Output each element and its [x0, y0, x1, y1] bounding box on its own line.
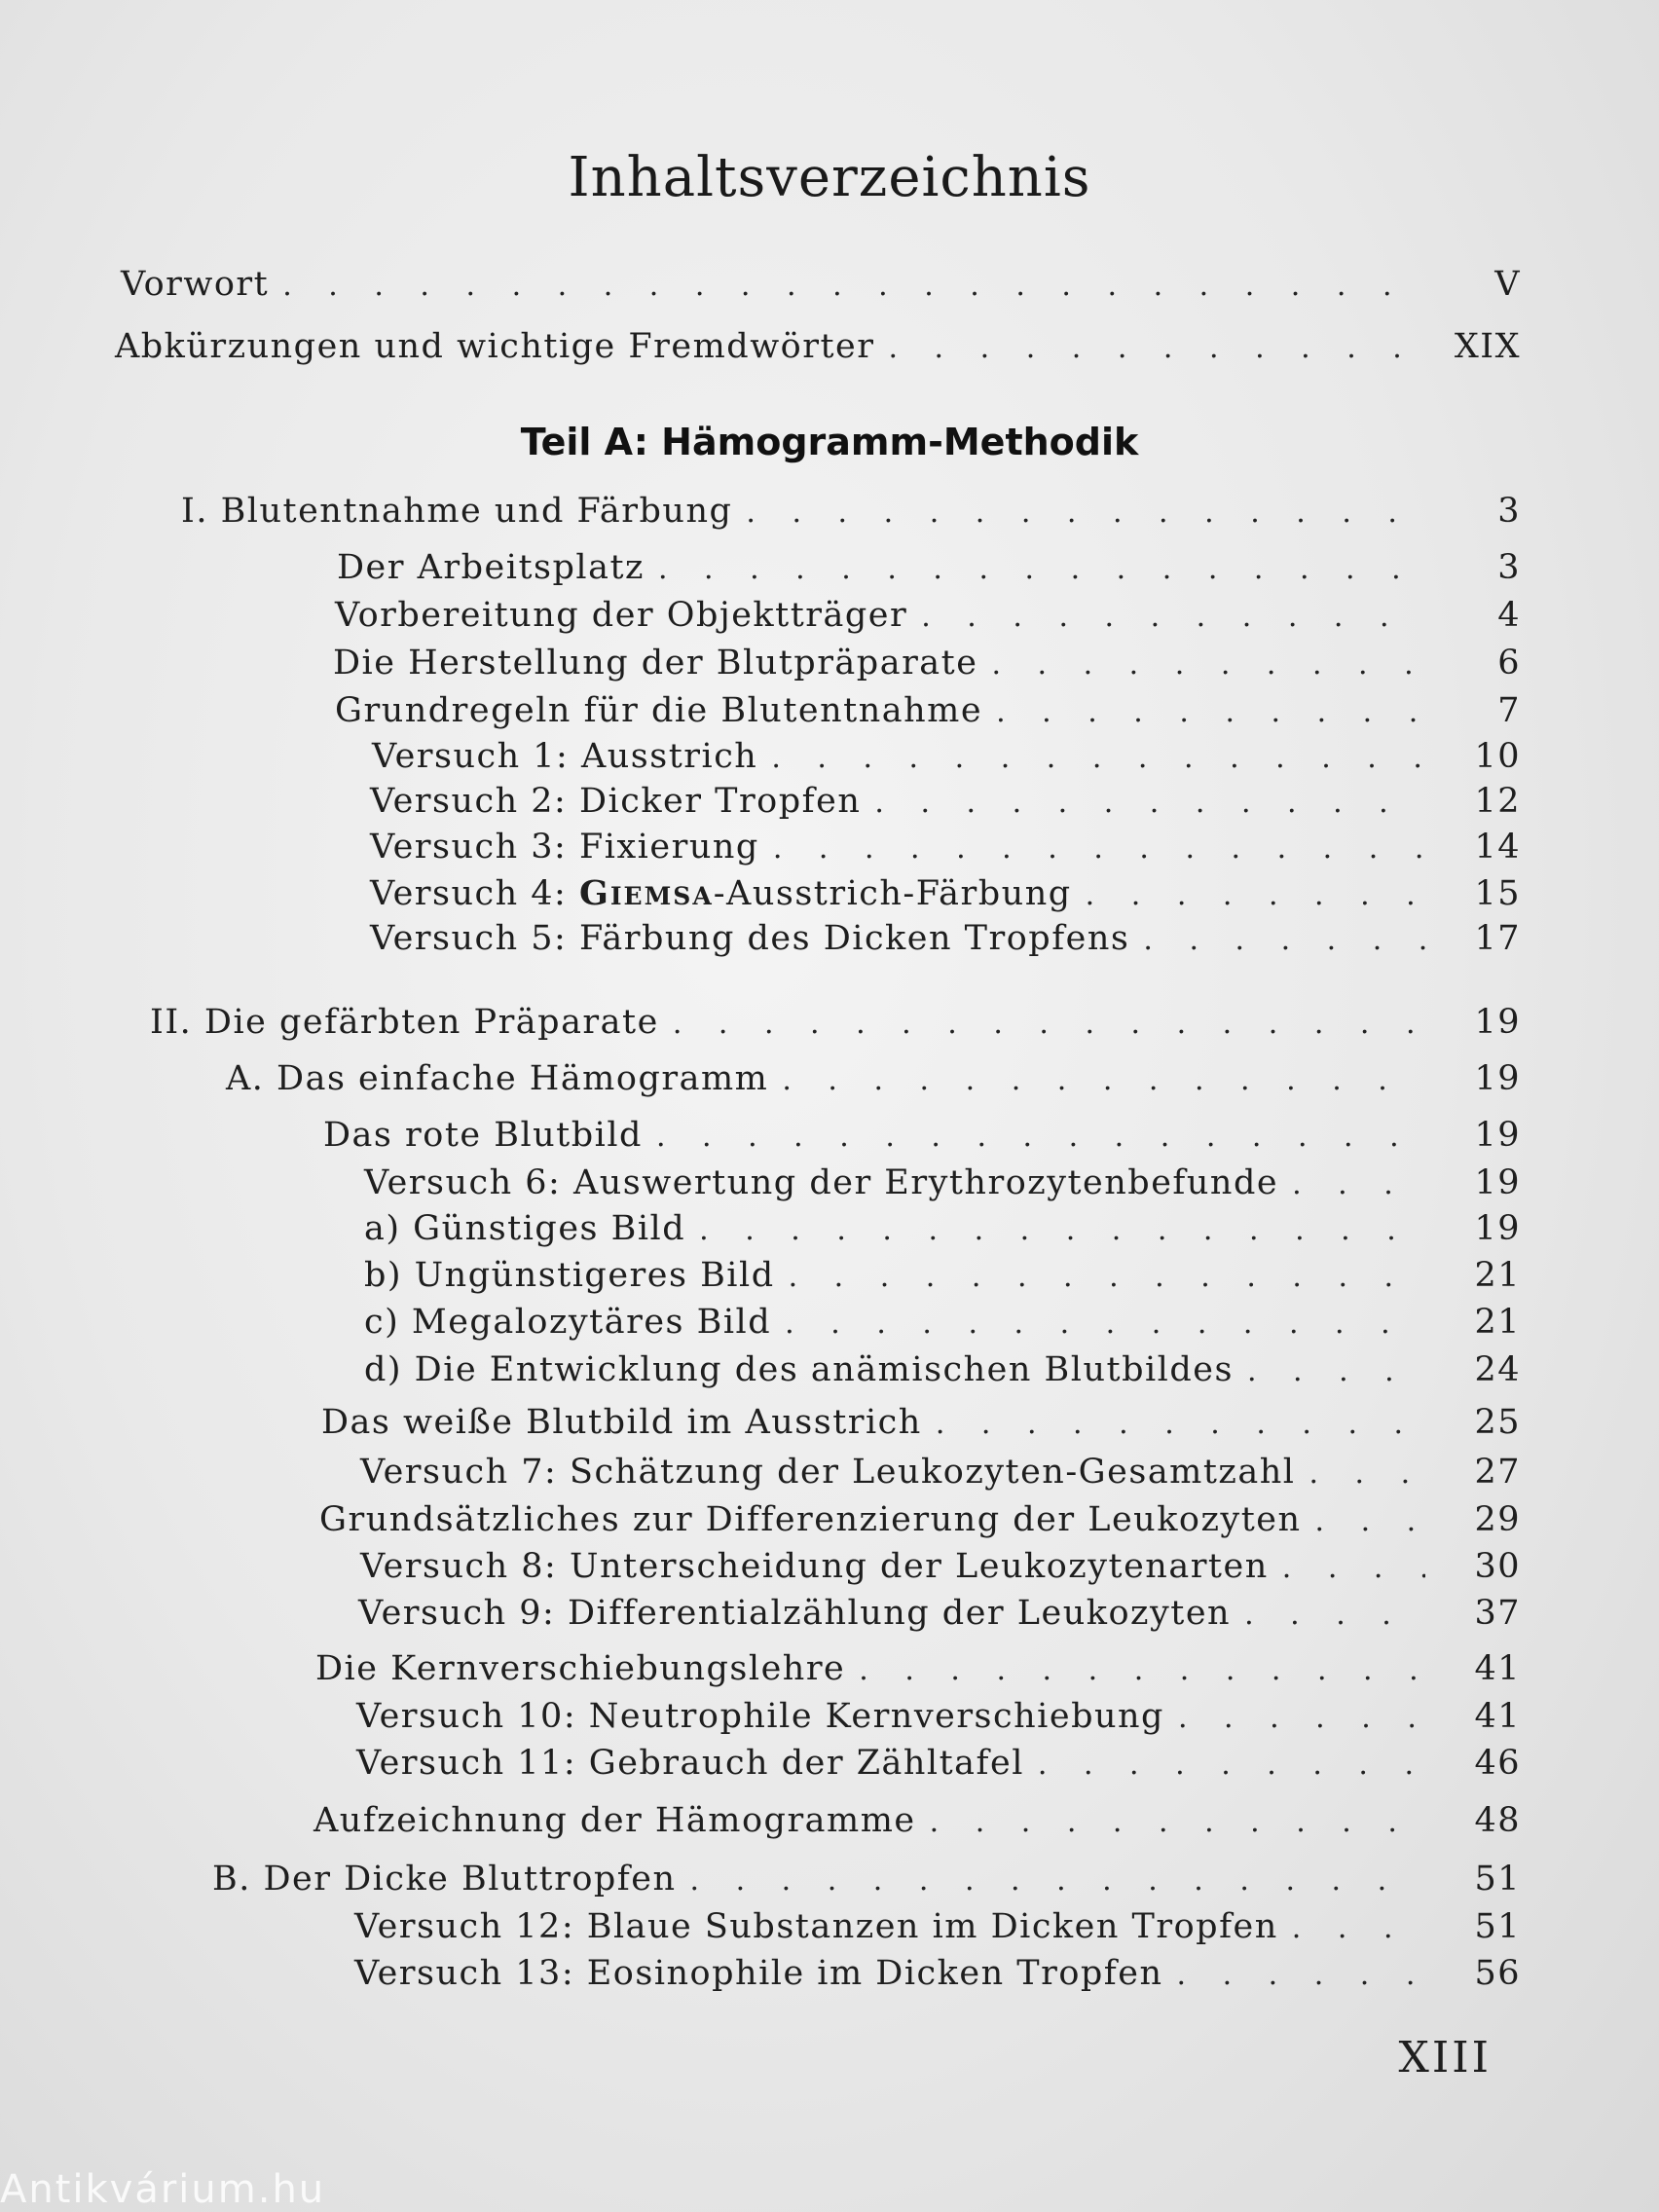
- toc-page-number: 37: [1474, 1594, 1521, 1633]
- page-title: Inhaltsverzeichnis: [568, 146, 1091, 209]
- toc-label: d) Die Entwicklung des anämischen Blutbildes: [364, 1350, 1234, 1389]
- toc-page-number: 4: [1497, 596, 1521, 635]
- toc-entry: [337, 548, 1521, 593]
- toc-leader-dots: [1177, 1958, 1425, 1992]
- toc-leader-dots: [859, 1653, 1425, 1687]
- toc-page-number: 19: [1474, 1059, 1521, 1098]
- toc-page-number: 3: [1497, 548, 1521, 587]
- toc-label: Die Herstellung der Blutpräparate: [333, 644, 978, 682]
- toc-label-prefix: Versuch 4:: [370, 874, 579, 913]
- toc-label: Versuch 3: Fixierung: [370, 828, 759, 866]
- toc-page-number: V: [1494, 265, 1521, 304]
- toc-page-number: 29: [1474, 1500, 1521, 1539]
- toc-label: Abkürzungen und wichtige Fremdwörter: [115, 327, 875, 366]
- toc-entry: [370, 828, 1521, 872]
- toc-entry: [313, 1801, 1521, 1846]
- toc-page-number: 56: [1474, 1954, 1521, 1993]
- toc-page-number: 7: [1497, 691, 1521, 730]
- toc-entry: [370, 919, 1521, 964]
- toc-label: Versuch 9: Differentialzählung der Leukozyten: [358, 1594, 1232, 1633]
- toc-page-number: 19: [1474, 1209, 1521, 1248]
- toc-leader-dots: [1086, 878, 1425, 912]
- toc-leader-dots: [658, 552, 1425, 586]
- toc-label: [370, 873, 1086, 913]
- toc-label: b) Ungünstigeres Bild: [364, 1256, 775, 1295]
- toc-entry: [333, 644, 1521, 688]
- toc-leader-dots: [930, 1805, 1425, 1839]
- toc-page-number: XIX: [1454, 327, 1521, 366]
- toc-label: Versuch 11: Gebrauch der Zähltafel: [356, 1744, 1024, 1783]
- toc-leader-dots: [690, 1863, 1425, 1898]
- toc-page-number: 25: [1474, 1403, 1521, 1442]
- toc-entry: [321, 1403, 1521, 1448]
- toc-entry: [364, 1256, 1521, 1301]
- toc-leader-dots: [996, 695, 1425, 729]
- toc-leader-dots: [789, 1260, 1425, 1294]
- toc-entry: [354, 1907, 1521, 1952]
- toc-label: Versuch 6: Auswertung der Erythrozytenbefunde: [364, 1163, 1279, 1202]
- toc-leader-dots: [773, 831, 1425, 866]
- toc-label: Grundregeln für die Blutentnahme: [335, 691, 983, 730]
- toc-page-number: 19: [1474, 1003, 1521, 1042]
- toc-entry: [226, 1059, 1521, 1104]
- toc-label: Der Arbeitsplatz: [337, 548, 645, 587]
- toc-label: c) Megalozytäres Bild: [364, 1303, 772, 1342]
- toc-leader-dots: [1247, 1354, 1425, 1388]
- toc-page-number: 48: [1474, 1801, 1521, 1840]
- toc-label: Das weiße Blutbild im Ausstrich: [321, 1403, 922, 1442]
- toc-page-number: 15: [1474, 874, 1521, 913]
- toc-leader-dots: [1292, 1911, 1425, 1945]
- toc-label: Vorwort: [121, 265, 270, 304]
- toc-label: Die Kernverschiebungslehre: [315, 1649, 846, 1688]
- toc-label: II. Die gefärbten Präparate: [150, 1003, 659, 1042]
- toc-label: A. Das einfache Hämogramm: [226, 1059, 769, 1098]
- toc-entry: [181, 492, 1521, 536]
- toc-entry-vorwort: [121, 265, 1521, 310]
- toc-leader-dots: [1309, 1456, 1425, 1491]
- toc-leader-dots: [1244, 1598, 1425, 1632]
- toc-label: Versuch 10: Neutrophile Kernverschiebung: [356, 1697, 1164, 1736]
- toc-leader-dots: [673, 1007, 1425, 1041]
- toc-label: I. Blutentnahme und Färbung: [181, 492, 733, 531]
- toc-entry: [356, 1744, 1521, 1788]
- toc-label: Versuch 5: Färbung des Dicken Tropfens: [370, 919, 1130, 958]
- toc-leader-dots: [1038, 1748, 1425, 1782]
- toc-entry: [212, 1860, 1521, 1904]
- toc-entry: [372, 737, 1521, 782]
- toc-label: Versuch 1: Ausstrich: [372, 737, 758, 776]
- toc-page-number: 3: [1497, 492, 1521, 531]
- toc-leader-dots: [1282, 1551, 1425, 1585]
- toc-page-number: 21: [1474, 1256, 1521, 1295]
- toc-leader-dots: [782, 1063, 1425, 1097]
- toc-label-name-smallcaps: Giemsa: [578, 873, 714, 913]
- toc-page-number: 46: [1474, 1744, 1521, 1783]
- toc-page-number: 6: [1497, 644, 1521, 682]
- toc-page-number: 30: [1474, 1547, 1521, 1586]
- toc-label: Versuch 2: Dicker Tropfen: [370, 782, 862, 821]
- toc-page-number: 27: [1474, 1453, 1521, 1492]
- toc-leader-dots: [699, 1213, 1425, 1247]
- toc-label: Versuch 13: Eosinophile im Dicken Tropfen: [354, 1954, 1163, 1993]
- toc-entry: [335, 596, 1521, 641]
- toc-entry: [364, 1209, 1521, 1254]
- toc-leader-dots: [282, 269, 1425, 303]
- toc-leader-dots: [771, 741, 1425, 775]
- toc-label: Aufzeichnung der Hämogramme: [313, 1801, 916, 1840]
- toc-page-number: 21: [1474, 1303, 1521, 1342]
- part-heading: Teil A: Hämogramm-Methodik: [520, 421, 1139, 463]
- toc-entry: [364, 1163, 1521, 1208]
- toc-page-number: 24: [1474, 1350, 1521, 1389]
- toc-leader-dots: [656, 1120, 1425, 1154]
- toc-entry-abkuerzungen: [115, 327, 1521, 372]
- toc-leader-dots: [921, 600, 1425, 634]
- toc-entry: [323, 1116, 1521, 1161]
- toc-entry: [356, 1697, 1521, 1742]
- toc-page-number: 17: [1474, 919, 1521, 958]
- toc-page-number: 19: [1474, 1163, 1521, 1202]
- toc-entry: [360, 1547, 1521, 1592]
- toc-label: Grundsätzliches zur Differenzierung der Leukozyten: [319, 1500, 1302, 1539]
- toc-label: Versuch 12: Blaue Substanzen im Dicken Tropfen: [354, 1907, 1278, 1946]
- toc-entry: [360, 1453, 1521, 1497]
- toc-entry: [370, 782, 1521, 827]
- toc-page-number: 51: [1474, 1860, 1521, 1899]
- toc-entry: [370, 873, 1521, 918]
- toc-label: Das rote Blutbild: [323, 1116, 643, 1155]
- toc-leader-dots: [785, 1307, 1425, 1341]
- toc-page-number: 51: [1474, 1907, 1521, 1946]
- toc-leader-dots: [1143, 923, 1425, 957]
- page-folio: XIII: [1398, 2033, 1492, 2083]
- toc-entry: [315, 1649, 1521, 1694]
- toc-entry: [364, 1303, 1521, 1347]
- toc-entry: [358, 1594, 1521, 1639]
- toc-leader-dots: [1292, 1167, 1425, 1201]
- toc-leader-dots: [991, 647, 1425, 682]
- toc-entry: [364, 1350, 1521, 1395]
- toc-leader-dots: [936, 1407, 1425, 1441]
- toc-leader-dots: [888, 331, 1425, 365]
- toc-label: Vorbereitung der Objektträger: [335, 596, 908, 635]
- toc-entry: [335, 691, 1521, 736]
- toc-page-number: 10: [1474, 737, 1521, 776]
- toc-entry: [354, 1954, 1521, 1999]
- toc-leader-dots: [874, 786, 1425, 820]
- toc-label-suffix: -Ausstrich-Färbung: [713, 874, 1072, 913]
- toc-entry: [319, 1500, 1521, 1545]
- toc-label: B. Der Dicke Bluttropfen: [212, 1860, 677, 1899]
- toc-label: Versuch 8: Unterscheidung der Leukozytenarten: [360, 1547, 1269, 1586]
- toc-entry: [150, 1003, 1521, 1048]
- toc-page-number: 41: [1474, 1649, 1521, 1688]
- toc-leader-dots: [746, 496, 1425, 530]
- toc-page-number: 19: [1474, 1116, 1521, 1155]
- toc-leader-dots: [1315, 1504, 1425, 1538]
- toc-label: a) Günstiges Bild: [364, 1209, 686, 1248]
- toc-page-number: 12: [1474, 782, 1521, 821]
- toc-page-number: 41: [1474, 1697, 1521, 1736]
- toc-leader-dots: [1178, 1701, 1425, 1735]
- watermark-text: Antikvárium.hu: [0, 2167, 326, 2212]
- toc-label: Versuch 7: Schätzung der Leukozyten-Gesamtzahl: [360, 1453, 1296, 1492]
- toc-page-number: 14: [1474, 828, 1521, 866]
